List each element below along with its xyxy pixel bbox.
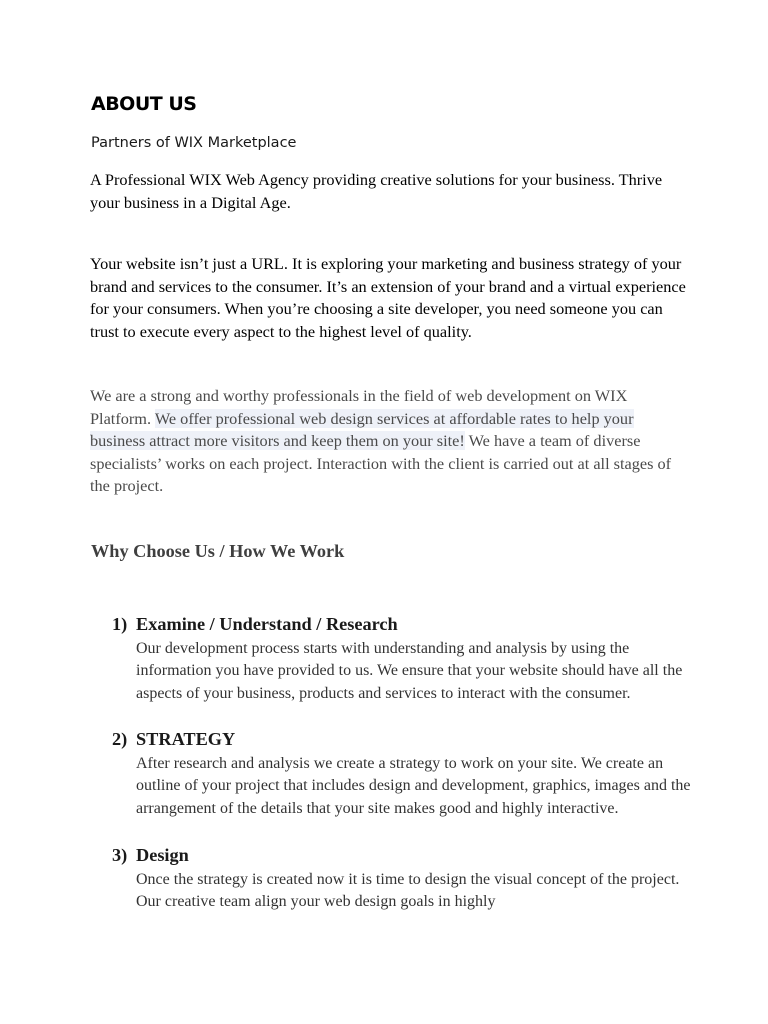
website-paragraph: Your website isn’t just a URL. It is exploring your marketing and business strategy of your brand and services to the consumer. It’s an extension of your brand and a virtual experience for your consumers. When you’re choosing a site developer, you need someone you can trust to execute every aspect to the highest level of quality. [90, 254, 686, 341]
step-title: Examine / Understand / Research [136, 614, 398, 634]
about-paragraph-text-1: We are a strong and worthy professionals in the field of web development on WIX Platform. [90, 386, 628, 428]
step-title: Design [136, 845, 189, 865]
step-body-2: After research and analysis we create a strategy to work on your site. We create an outline of your project that includes design and development, graphics, images and the arrangement of the details that your site makes good and highly interactive. [136, 755, 691, 817]
about-paragraph-text-2: We have a team of diverse specialists’ works on each project. Interaction with the client is carried out at all stages of the project. [90, 431, 672, 495]
step-heading-3 [112, 845, 189, 866]
about-paragraph [90, 385, 690, 498]
step-body-3: Once the strategy is created now it is time to design the visual concept of the project. Our creative team align your web design goals in highly [136, 871, 680, 911]
step-number: 1) [112, 614, 128, 634]
page-title: ABOUT US [91, 93, 197, 115]
page-subtitle: Partners of WIX Marketplace [91, 135, 297, 151]
intro-paragraph: A Professional WIX Web Agency providing creative solutions for your business. Thrive your business in a Digital Age. [90, 170, 663, 212]
step-title: STRATEGY [136, 729, 236, 749]
step-number: 2) [112, 729, 128, 749]
why-choose-us-heading: Why Choose Us / How We Work [91, 541, 345, 561]
highlighted-text: We offer professional web design services at affordable rates to help your business attract more visitors and keep them on your site! [90, 408, 634, 450]
step-number: 3) [112, 845, 128, 865]
step-heading-1 [112, 614, 398, 635]
step-body-1: Our development process starts with understanding and analysis by using the information you have provided to us. We ensure that your website should have all the aspects of your business, products and services to interact with the consumer. [136, 640, 683, 702]
step-heading-2 [112, 729, 235, 750]
